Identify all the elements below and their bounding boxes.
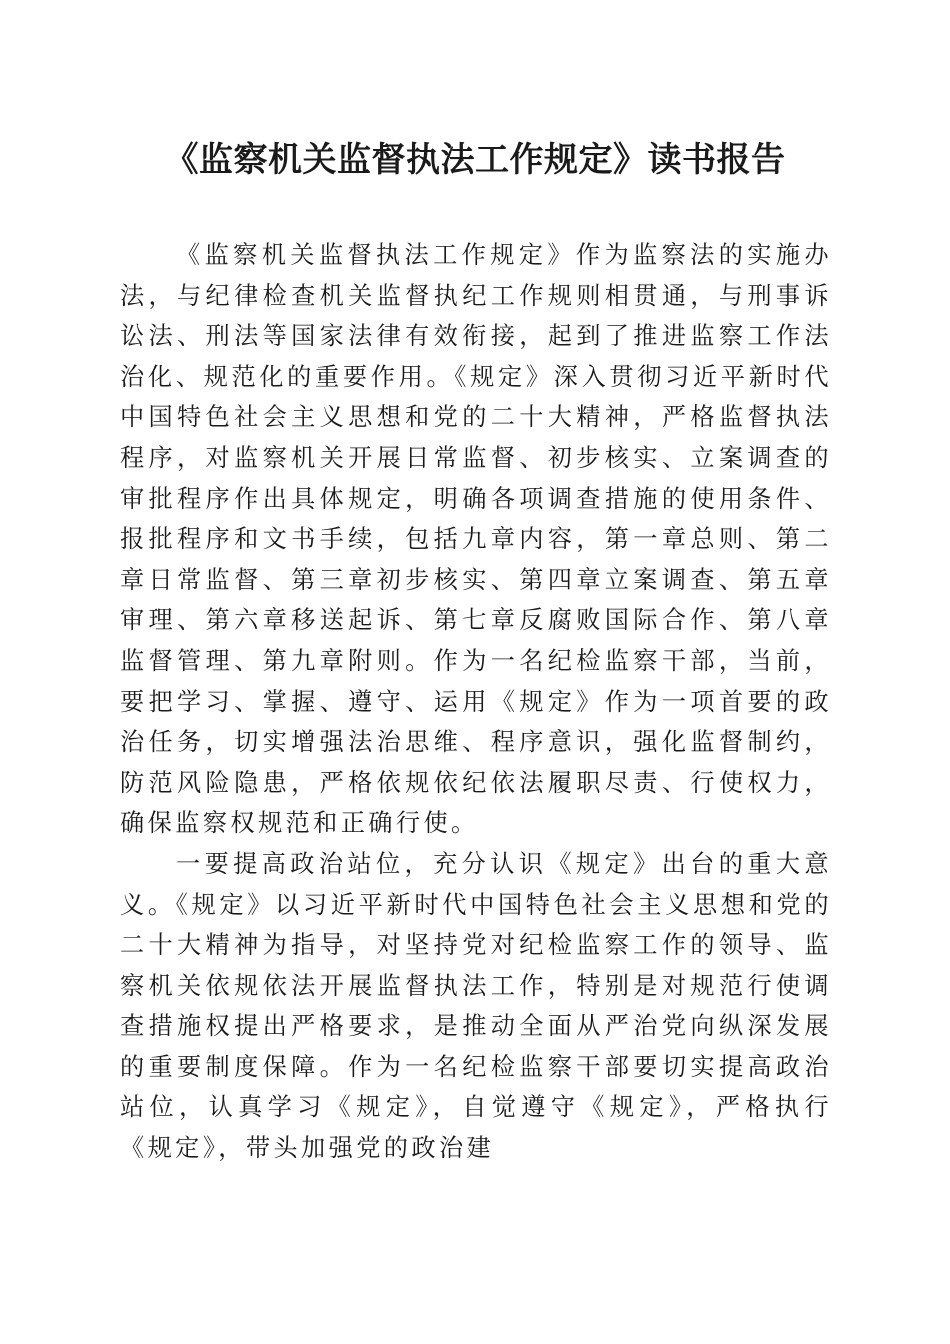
paragraph-political-stance: 一要提高政治站位，充分认识《规定》出台的重大意义。《规定》以习近平新时代中国特色社会主义思想和党的二十大精神为指导，对坚持党对纪检监察工作的领导、监察机关依规依法开展监督执法工作，特别是对规范行使调查措施权提出严格要求，是推动全面从严治党向纵深发展的重要制度保障。作为一名纪检监察干部要切实提高政治站位，认真学习《规定》，自觉遵守《规定》，严格执行《规定》，带头加强党的政治建 xyxy=(120,849,832,1163)
document-body xyxy=(120,235,832,1169)
paragraph-intro: 《监察机关监督执法工作规定》作为监察法的实施办法，与纪律检查机关监督执纪工作规则相贯通，与刑事诉讼法、刑法等国家法律有效衔接，起到了推进监察工作法治化、规范化的重要作用。《规定》深入贯彻习近平新时代中国特色社会主义思想和党的二十大精神，严格监督执法程序，对监察机关开展日常监督、初步核实、立案调查的审批程序作出具体规定，明确各项调查措施的使用条件、报批程序和文书手续，包括九章内容，第一章总则、第二章日常监督、第三章初步核实、第四章立案调查、第五章审理、第六章移送起诉、第七章反腐败国际合作、第八章监督管理、第九章附则。作为一名纪检监察干部，当前，要把学习、掌握、遵守、运用《规定》作为一项首要的政治任务，切实增强法治思维、程序意识，强化监督制约，防范风险隐患，严格依规依纪依法履职尽责、行使权力，确保监察权规范和正确行使。 xyxy=(120,241,832,838)
document-title: 《监察机关监督执法工作规定》读书报告 xyxy=(164,140,786,180)
